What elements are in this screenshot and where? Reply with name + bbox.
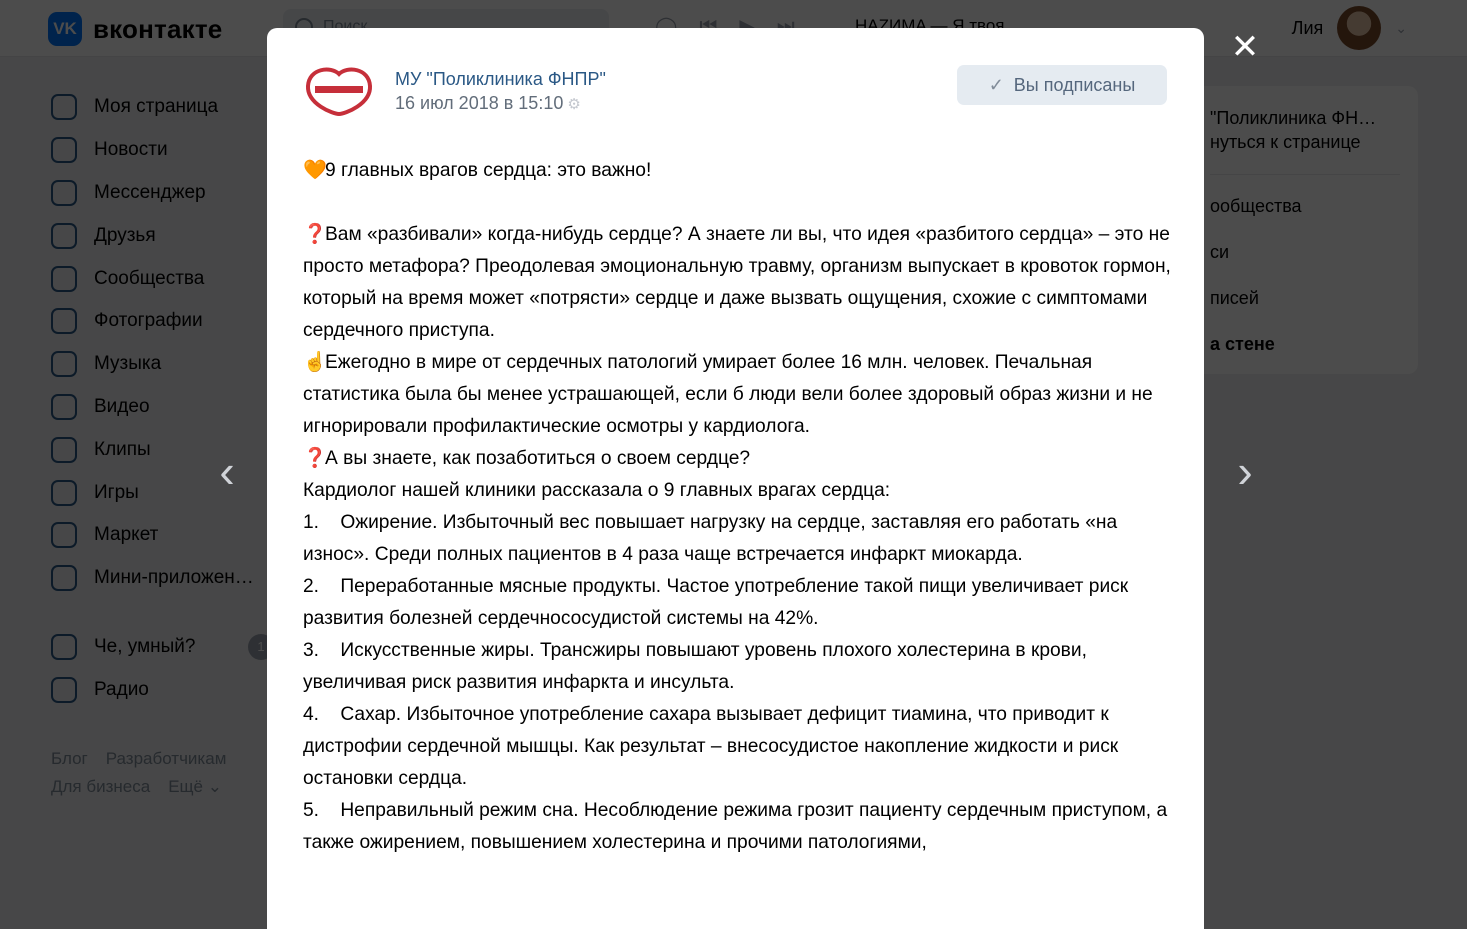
post-paragraph xyxy=(303,635,1173,699)
post-paragraph xyxy=(303,347,1173,443)
post-header xyxy=(303,64,1167,148)
subscribed-button[interactable] xyxy=(957,65,1167,105)
emoji: ❓ xyxy=(303,224,327,245)
post-paragraph xyxy=(303,155,1173,187)
paragraph-text: 5. Неправильный режим сна. Несоблюдение режима грозит пациенту сердечным приступом, а также ожирением, повышением холестерина и прочими патологиями, xyxy=(303,800,1173,853)
gear-icon: ⚙ xyxy=(567,96,581,113)
post-paragraph xyxy=(303,795,1173,859)
paragraph-text: Вам «разбивали» когда-нибудь сердце? А знаете ли вы, что идея «разбитого сердца» – это не просто метафора? Преодолевая эмоциональную травму, организм выпускает в кровоток гормон, который на время может «потрясти» сердце и даже вызвать ощущения, схожие с симптомами сердечного приступа. xyxy=(303,224,1177,341)
post-paragraph xyxy=(303,475,1173,507)
paragraph-text: 4. Сахар. Избыточное употребление сахара вызывает дефицит тиамина, что приводит к дистрофии сердечной мышцы. Как результат – внесосудистое накопление жидкости и риск остановки сердца. xyxy=(303,704,1124,789)
post-date[interactable] xyxy=(395,93,581,114)
group-name-link[interactable]: МУ "Поликлиника ФНПР" xyxy=(395,69,606,89)
close-icon[interactable]: ✕ xyxy=(1230,28,1260,66)
group-logo[interactable] xyxy=(303,64,375,116)
paragraph-text: А вы знаете, как позаботиться о своем сердце? xyxy=(325,448,751,469)
post-paragraph xyxy=(303,699,1173,795)
subscribed-label: Вы подписаны xyxy=(1013,74,1136,95)
paragraph-text: 3. Искусственные жиры. Трансжиры повышают уровень плохого холестерина в крови, увеличивая риск развития инфаркта и инсульта. xyxy=(303,640,1093,693)
post-paragraph xyxy=(303,187,1173,219)
paragraph-text: 1. Ожирение. Избыточный вес повышает нагрузку на сердце, заставляя его работать «на износ». Среди полных пациентов в 4 раза чаще встречается инфаркт миокарда. xyxy=(303,512,1123,565)
next-post-arrow-icon[interactable]: › xyxy=(1237,445,1253,497)
emoji: ❓ xyxy=(303,448,327,469)
paragraph-text xyxy=(303,192,308,213)
post-paragraph xyxy=(303,443,1173,475)
paragraph-text: Ежегодно в мире от сердечных патологий умирает более 16 млн. человек. Печальная статистика была бы менее устрашающей, если б люди вели более здоровый образ жизни и не игнорировали профилактические осмотры у кардиолога. xyxy=(303,352,1159,437)
check-icon: ✓ xyxy=(988,74,1004,95)
post-modal xyxy=(267,28,1204,929)
paragraph-text: Кардиолог нашей клиники рассказала о 9 главных врагах сердца: xyxy=(303,480,891,501)
post-paragraph xyxy=(303,571,1173,635)
paragraph-text: 9 главных врагов сердца: это важно! xyxy=(325,160,652,181)
emoji: ☝ xyxy=(303,352,327,373)
post-text xyxy=(303,155,1177,859)
prev-post-arrow-icon[interactable]: ‹ xyxy=(219,445,235,497)
post-date-text: 16 июл 2018 в 15:10 xyxy=(395,93,564,113)
emoji: 🧡 xyxy=(303,160,327,181)
paragraph-text: 2. Переработанные мясные продукты. Частое употребление такой пищи увеличивает риск развития болезней сердечнососудистой системы на 42%. xyxy=(303,576,1134,629)
post-paragraph xyxy=(303,219,1177,347)
post-paragraph xyxy=(303,507,1173,571)
